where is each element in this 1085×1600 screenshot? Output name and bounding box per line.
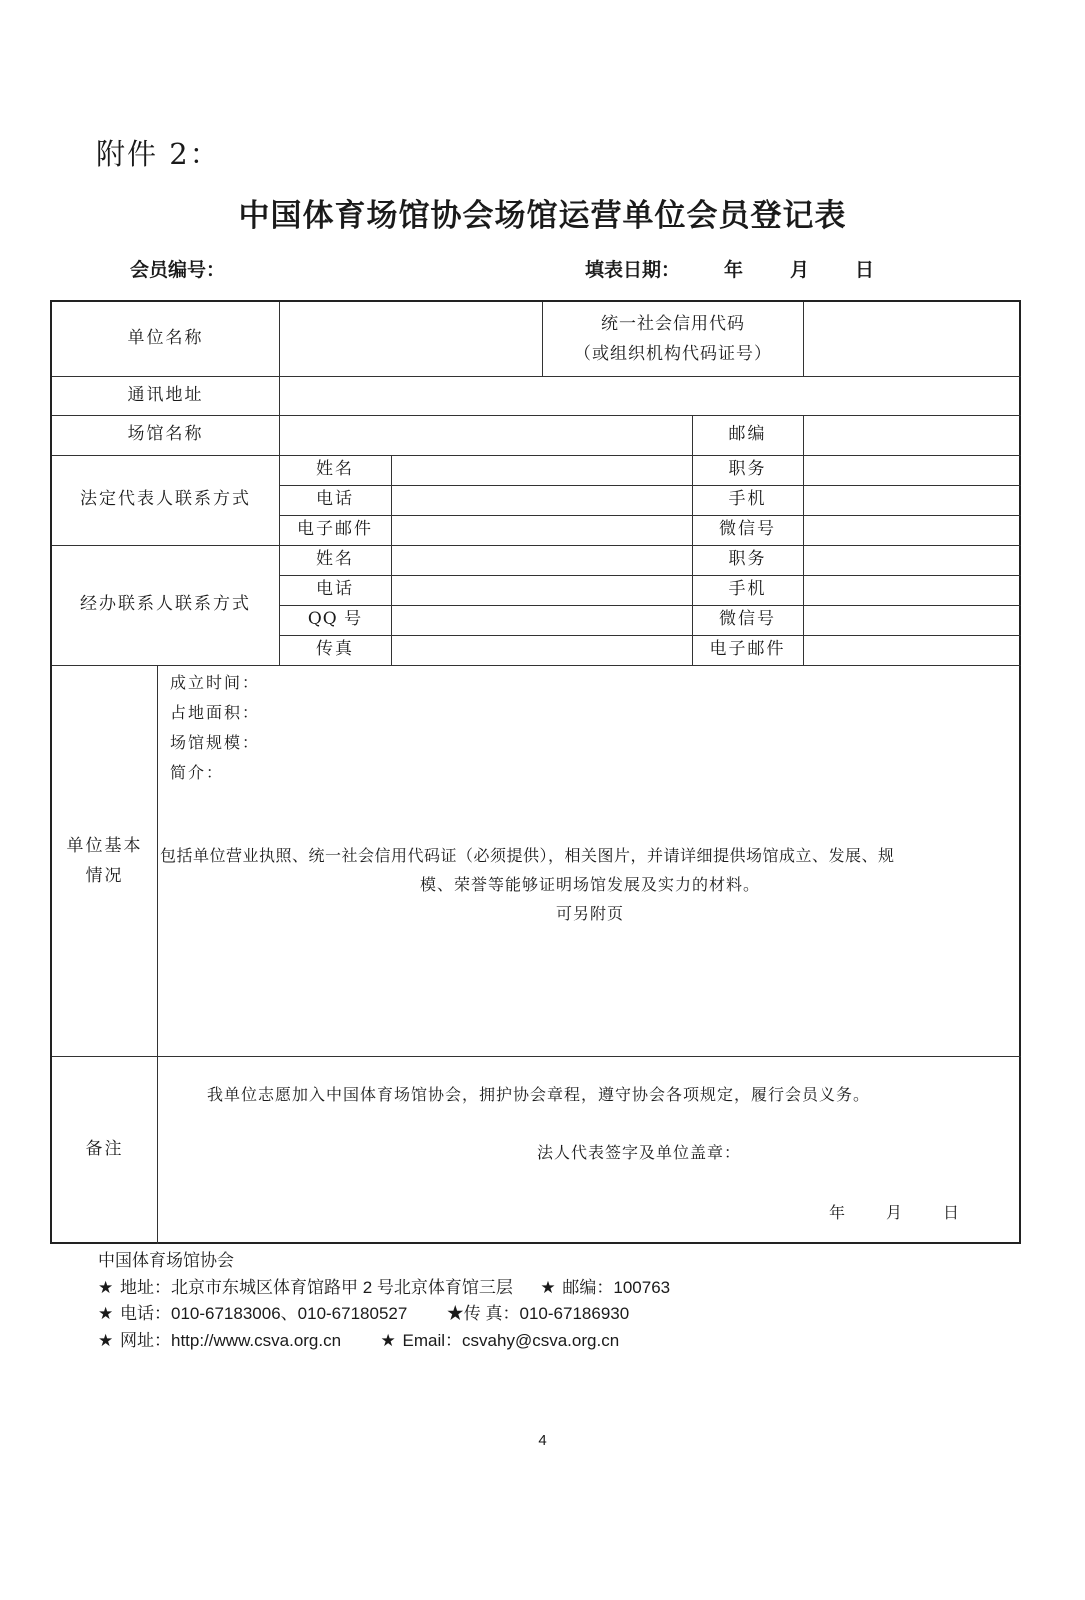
- basic-info-fields: [170, 668, 260, 788]
- contact-position-label: 职务: [728, 549, 767, 570]
- registration-table: [50, 300, 1021, 1244]
- col-divider: [803, 415, 804, 665]
- basic-info-description: [160, 841, 1020, 928]
- legal-rep-email-label: 电子邮件: [297, 519, 373, 540]
- star-icon: ★: [540, 1277, 556, 1297]
- star-icon: ★: [98, 1277, 114, 1297]
- venue-name-field[interactable]: [281, 417, 690, 453]
- legal-rep-wechat-label: 微信号: [719, 519, 776, 540]
- remarks-day: 日: [943, 1203, 961, 1222]
- footer-postcode: 邮编：100763: [562, 1277, 671, 1297]
- contact-wechat-field[interactable]: [805, 607, 1019, 633]
- star-icon: ★: [98, 1304, 114, 1323]
- contact-wechat-label: 微信号: [719, 609, 776, 630]
- contact-email-label: 电子邮件: [709, 639, 786, 660]
- address-field[interactable]: [281, 378, 1019, 413]
- credit-code-label-line1: 统一社会信用代码: [601, 314, 745, 334]
- footer-address: 地址：北京市东城区体育馆路甲 2 号北京体育馆三层: [120, 1277, 513, 1297]
- footer-fax: 传 真：010-67186930: [463, 1304, 630, 1323]
- basic-info-label: [52, 665, 157, 1056]
- venue-name-label: 场馆名称: [127, 424, 204, 445]
- attachment-label: 附件 2：: [96, 137, 221, 171]
- remarks-label: 备注: [85, 1139, 124, 1160]
- unit-name-label: 单位名称: [127, 328, 204, 349]
- legal-rep-mobile-field[interactable]: [805, 487, 1019, 513]
- contact-name-field[interactable]: [393, 547, 690, 573]
- legal-rep-phone-label: 电话: [316, 489, 354, 510]
- remarks-year: 年: [829, 1203, 847, 1222]
- contact-position-field[interactable]: [805, 547, 1019, 573]
- contact-phone-field[interactable]: [393, 577, 690, 603]
- fill-date-day: 日: [855, 259, 875, 281]
- legal-rep-position-field[interactable]: [805, 457, 1019, 483]
- desc-line-1: 包括单位营业执照、统一社会信用代码证（必须提供），相关图片，并请详细提供场馆成立、发展、规: [160, 846, 895, 865]
- signature-label: 法人代表签字及单位盖章：: [537, 1143, 742, 1162]
- credit-code-field[interactable]: [805, 304, 1019, 374]
- area-label: 占地面积：: [170, 703, 261, 722]
- legal-rep-position-label: 职务: [728, 459, 767, 480]
- credit-code-label-line2: （或组织机构代码证号）: [574, 344, 772, 364]
- fill-date-year: 年: [724, 259, 744, 281]
- footer-phone: 电话：010-67183006、010-67180527: [120, 1304, 408, 1323]
- desc-line-3: 可另附页: [555, 904, 624, 923]
- founded-label: 成立时间：: [170, 673, 261, 692]
- legal-rep-wechat-field[interactable]: [805, 517, 1019, 543]
- row-divider: [52, 1056, 1021, 1057]
- legal-rep-name-field[interactable]: [393, 457, 690, 483]
- contact-mobile-field[interactable]: [805, 577, 1019, 603]
- contact-qq-field[interactable]: [393, 607, 690, 633]
- col-divider: [803, 302, 804, 376]
- signature-field[interactable]: [162, 1168, 1017, 1198]
- footer-email[interactable]: Email：csvahy@csva.org.cn: [402, 1330, 620, 1350]
- postcode-label: 邮编: [728, 424, 767, 445]
- remarks-month: 月: [886, 1203, 904, 1222]
- scale-label: 场馆规模：: [170, 733, 261, 752]
- page-title: 中国体育场馆协会场馆运营单位会员登记表: [238, 198, 847, 234]
- footer-org: 中国体育场馆协会: [98, 1251, 234, 1270]
- footer: [98, 1248, 670, 1354]
- desc-line-2: 模、荣誉等能够证明场馆发展及实力的材料。: [419, 875, 760, 894]
- legal-rep-phone-field[interactable]: [393, 487, 690, 513]
- contact-qq-label: QQ 号: [307, 609, 363, 630]
- contact-label: 经办联系人联系方式: [80, 594, 251, 615]
- legal-rep-label: 法定代表人联系方式: [80, 489, 251, 510]
- pledge-text: 我单位志愿加入中国体育场馆协会，拥护协会章程，遵守协会各项规定，履行会员义务。: [207, 1085, 871, 1104]
- contact-phone-label: 电话: [316, 579, 354, 600]
- col-divider: [391, 455, 392, 665]
- contact-fax-field[interactable]: [393, 637, 690, 663]
- row-divider: [52, 665, 1021, 666]
- fill-date-month: 月: [790, 259, 810, 281]
- star-icon: ★: [380, 1330, 396, 1350]
- postcode-field[interactable]: [805, 417, 1019, 453]
- fill-date-label: 填表日期：: [585, 259, 681, 281]
- contact-fax-label: 传真: [316, 639, 354, 660]
- intro-label: 简介：: [170, 763, 225, 782]
- unit-name-field[interactable]: [281, 304, 540, 374]
- credit-code-label: [543, 302, 803, 376]
- legal-rep-name-label: 姓名: [316, 459, 354, 480]
- address-label: 通讯地址: [127, 384, 204, 405]
- col-divider: [157, 665, 158, 1244]
- legal-rep-mobile-label: 手机: [728, 489, 767, 510]
- star-icon: ★: [98, 1330, 114, 1350]
- basic-info-label-line1: 单位基本: [66, 835, 143, 856]
- contact-mobile-label: 手机: [728, 579, 767, 600]
- legal-rep-email-field[interactable]: [393, 517, 690, 543]
- basic-info-label-line2: 情况: [85, 865, 124, 886]
- contact-name-label: 姓名: [316, 549, 354, 570]
- footer-website[interactable]: 网址：http://www.csva.org.cn: [120, 1330, 342, 1350]
- basic-info-field[interactable]: [312, 670, 1017, 830]
- star-icon: ★: [446, 1304, 464, 1323]
- page-number: 4: [538, 1432, 547, 1449]
- member-no-label: 会员编号：: [130, 259, 226, 281]
- contact-email-field[interactable]: [805, 637, 1019, 663]
